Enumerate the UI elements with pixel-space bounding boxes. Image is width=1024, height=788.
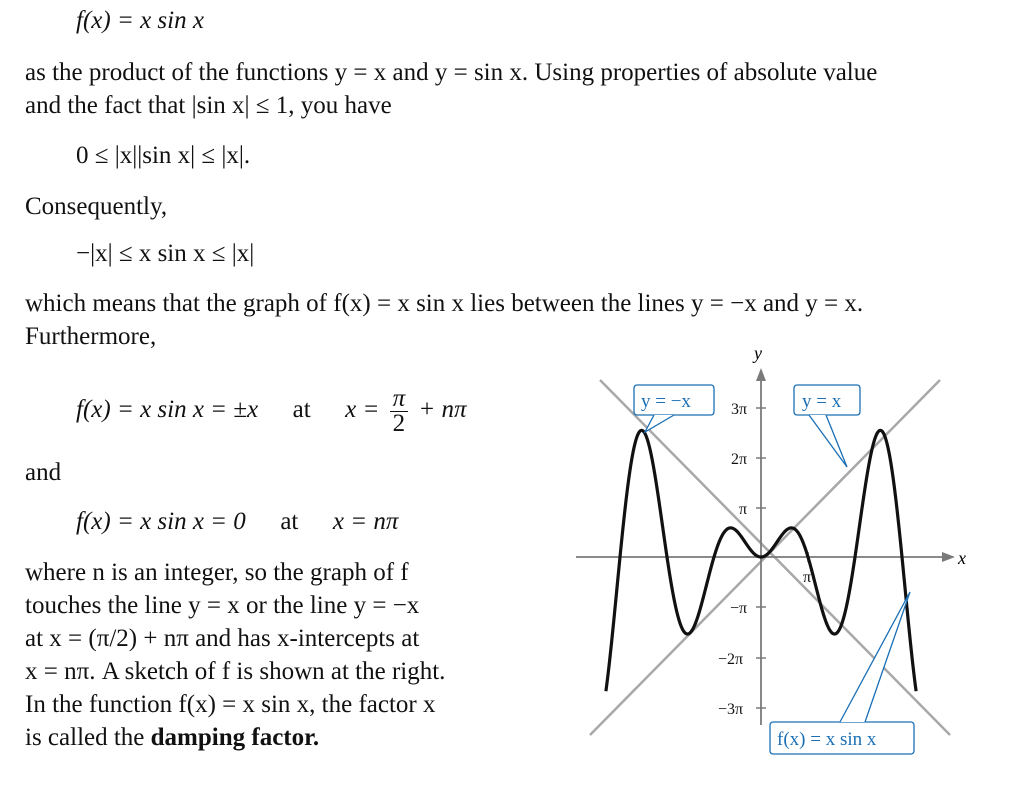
paragraph-1-line-1: as the product of the functions y = x and y = sin x. Using properties of absolute value [25, 59, 878, 86]
tick-label-y-pi: π [739, 501, 748, 518]
paragraph-3-line-3: at x = (π/2) + nπ and has x-intercepts at [25, 625, 420, 652]
x-axis-label: x [958, 548, 966, 568]
paragraph-3-line-5: In the function f(x) = x sin x, the factor x [25, 691, 436, 718]
tick-label-y-neg-pi: −π [730, 600, 748, 617]
callout-label-y-neg-x: y = −x [641, 391, 691, 412]
tick-label-x-pi: π [803, 569, 812, 586]
tick-label-y-neg-3pi: −3π [718, 701, 744, 718]
y-axis-arrow [756, 368, 766, 381]
inequality-2: −|x| ≤ x sin x ≤ |x| [76, 240, 255, 267]
paragraph-2-line-1: which means that the graph of f(x) = x sin x lies between the lines y = −x and y = x. [25, 290, 864, 317]
callout-pointer-y-pos-x [809, 415, 847, 467]
tick-label-y-3pi: 3π [731, 401, 748, 418]
paragraph-3-line-2: touches the line y = x or the line y = −x [25, 592, 420, 619]
damping-factor-term: damping factor. [150, 724, 320, 751]
equation-zero: f(x) = x sin x = 0 at x = nπ [76, 508, 399, 535]
and-text: and [25, 459, 62, 486]
inequality-1: 0 ≤ |x||sin x| ≤ |x|. [76, 142, 251, 169]
tick-label-y-2pi: 2π [731, 451, 748, 468]
paragraph-3-line-6: is called the damping factor. [25, 724, 320, 751]
callout-pointer-f-x [840, 592, 910, 722]
tick-label-y-neg-2pi: −2π [718, 651, 744, 668]
equation-pm: f(x) = x sin x = ±x at x = $\frac{\pi}{2}$ + nπ [76, 384, 467, 437]
paragraph-3-line-4: x = nπ. A sketch of f is shown at the right. [25, 658, 446, 685]
consequently-text: Consequently, [25, 193, 168, 220]
callout-label-f-x: f(x) = x sin x [777, 729, 877, 750]
graph-f-x-sin-x [570, 340, 990, 760]
equation-top: f(x) = x sin x [76, 7, 204, 34]
y-axis-label: y [754, 343, 762, 363]
paragraph-1-line-2: and the fact that |sin x| ≤ 1, you have [25, 92, 392, 119]
paragraph-2-line-2: Furthermore, [25, 323, 157, 350]
x-axis-arrow [942, 552, 955, 562]
callout-pointer-y-neg-x [645, 415, 674, 432]
fraction-pi-over-2: $\frac{\pi}{2}$ [390, 387, 409, 436]
paragraph-3-line-1: where n is an integer, so the graph of f [25, 559, 409, 586]
callout-label-y-pos-x: y = x [802, 391, 842, 412]
